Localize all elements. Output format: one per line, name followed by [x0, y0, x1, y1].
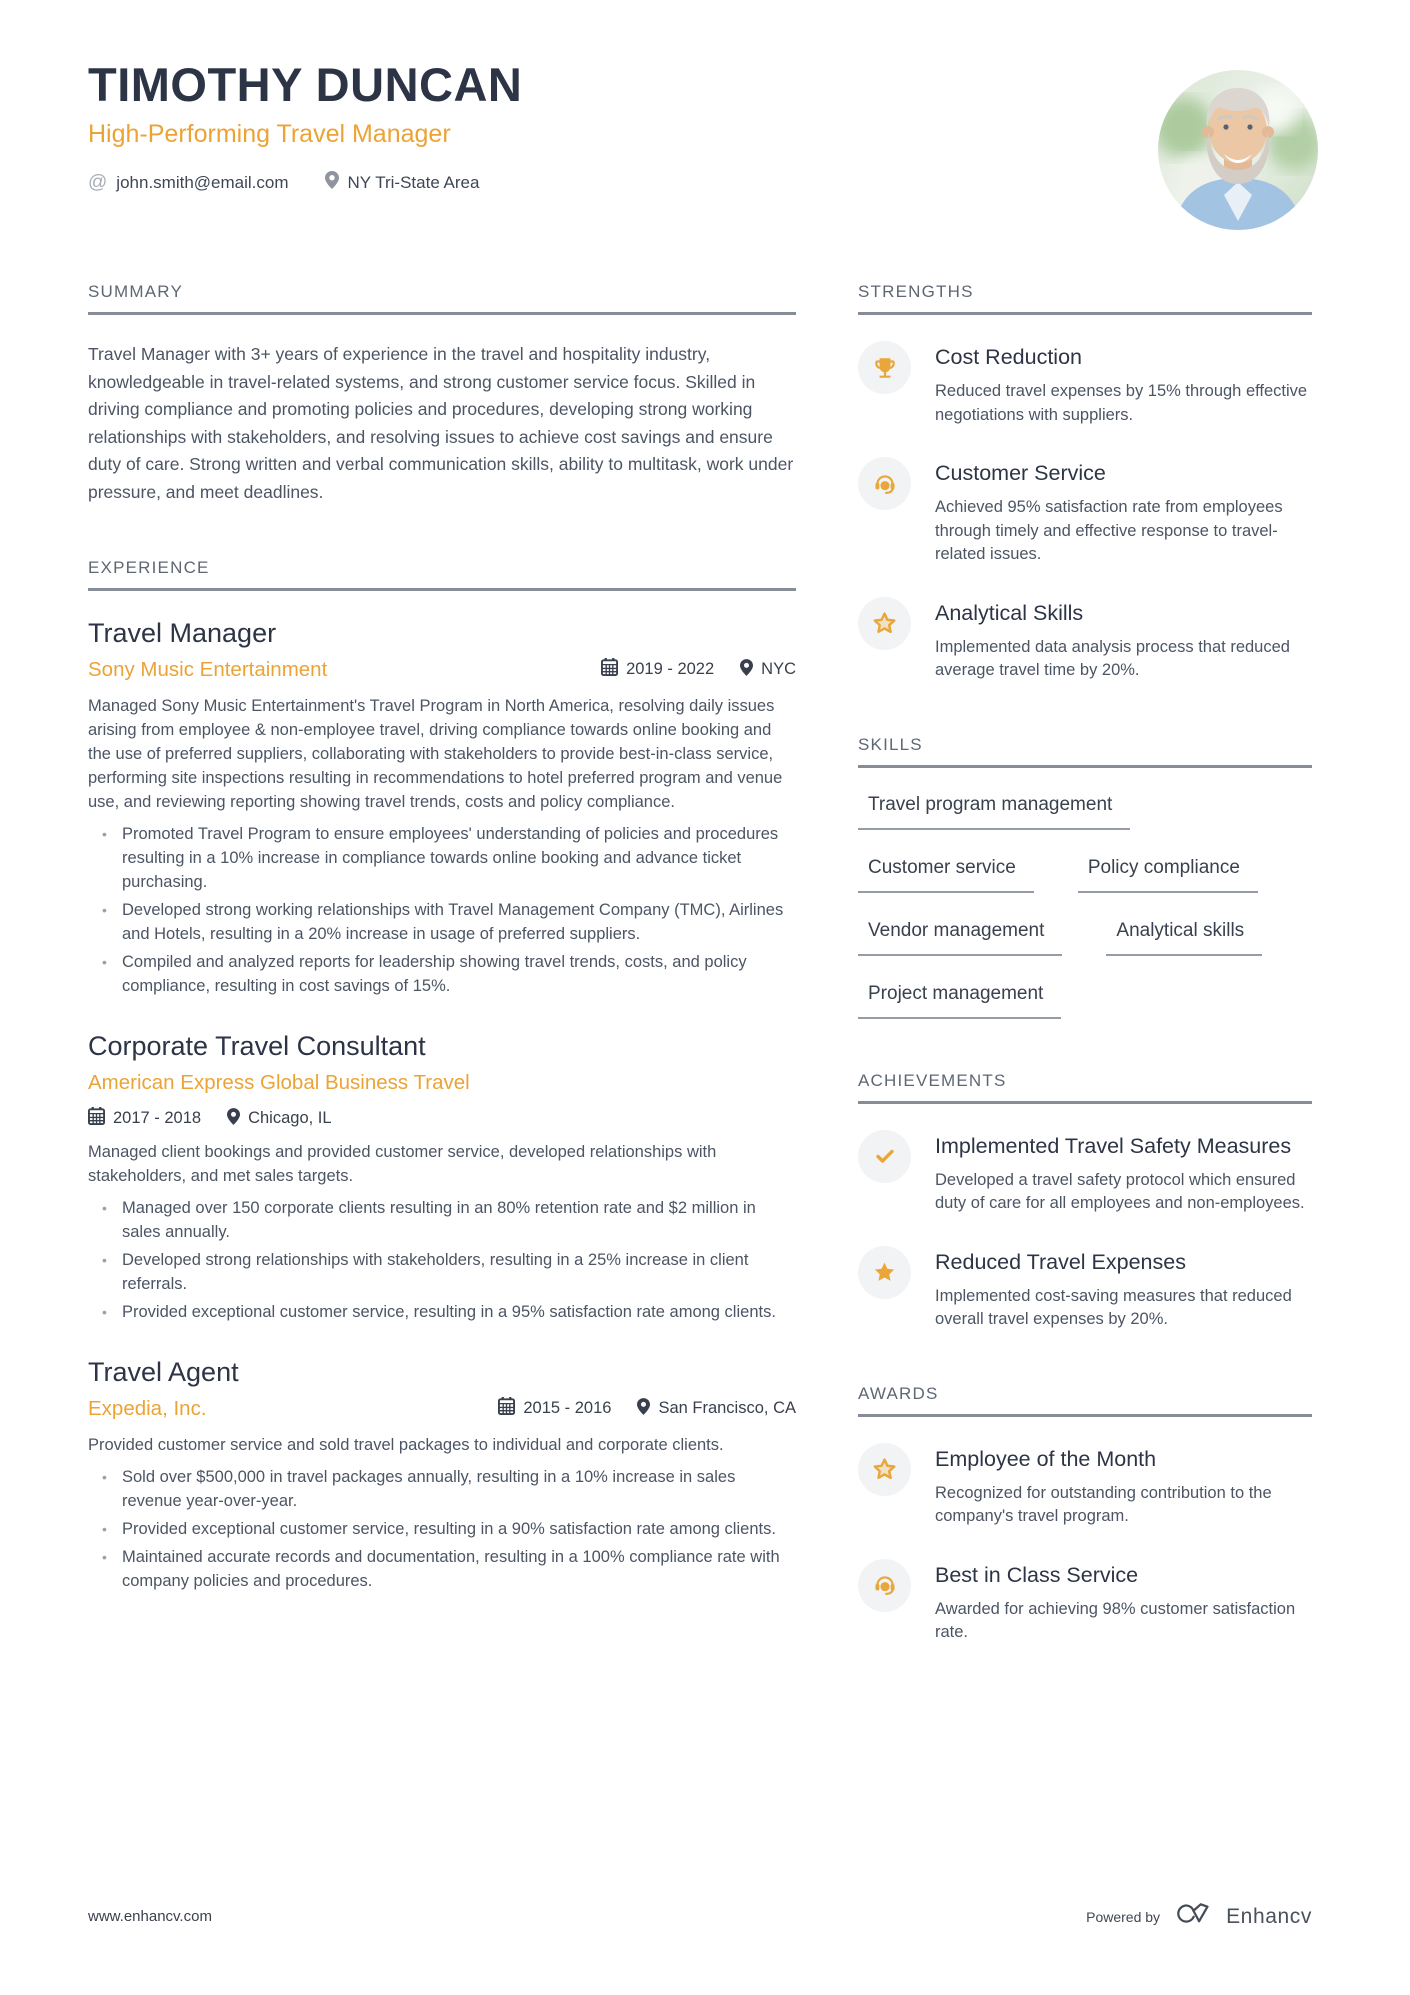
company-name: Expedia, Inc. [88, 1397, 207, 1421]
email-link[interactable] [88, 173, 289, 193]
header [88, 58, 1312, 194]
location-pin-icon [325, 171, 339, 194]
contact-row [88, 171, 1312, 194]
skill-item: Policy compliance [1078, 857, 1258, 893]
strength-title: Cost Reduction [935, 345, 1082, 369]
star-icon [858, 597, 911, 650]
location-pin-icon [227, 1108, 240, 1130]
job-bullets [88, 822, 796, 998]
bullet-dot: • [102, 1549, 107, 1566]
job-entry [88, 1030, 796, 1324]
job-dates [498, 1397, 611, 1420]
strength-item [858, 341, 1312, 427]
bullet-dot: • [102, 902, 107, 919]
company-row [88, 1070, 796, 1097]
company-name: American Express Global Business Travel [88, 1071, 470, 1095]
bullet-dot: • [102, 1521, 107, 1538]
bullet-text: Developed strong relationships with stakeholders, resulting in a 25% increase in client referrals. [122, 1251, 749, 1294]
job-dates-text: 2017 - 2018 [113, 1109, 202, 1128]
achievement-item [858, 1130, 1312, 1216]
bullet-text: Promoted Travel Program to ensure employees' understanding of policies and procedures resulting in a 10% increase in compliance towards online booking and advance ticket purchasing. [122, 825, 779, 892]
footer-site-link[interactable]: www.enhancv.com [88, 1908, 212, 1925]
enhancv-logo-icon [1172, 1900, 1214, 1933]
job-bullets [88, 1196, 796, 1324]
bullet-dot: • [102, 826, 107, 843]
location-text: NY Tri-State Area [347, 172, 480, 192]
skills-heading: SKILLS [858, 735, 1312, 768]
award-text: Recognized for outstanding contribution to the company's travel program. [935, 1483, 1272, 1525]
headset-icon [858, 1559, 911, 1612]
skill-row [858, 983, 1312, 1019]
bullet-text: Sold over $500,000 in travel packages annually, resulting in a 10% increase in sales revenue year-over-year. [122, 1468, 736, 1511]
job-location-text: San Francisco, CA [658, 1399, 796, 1418]
location-pin-icon [637, 1398, 650, 1420]
strength-text: Implemented data analysis process that reduced average travel time by 20%. [935, 637, 1290, 679]
job-location [227, 1108, 331, 1130]
email-icon: @ [88, 172, 108, 193]
bullet-item [88, 1517, 796, 1541]
bullet-dot: • [102, 954, 107, 971]
strengths-heading: STRENGTHS [858, 282, 1312, 315]
skill-item: Analytical skills [1106, 920, 1262, 956]
job-dates [601, 658, 714, 681]
achievement-text: Implemented cost-saving measures that reduced overall travel expenses by 20%. [935, 1286, 1292, 1328]
powered-by-block[interactable] [1086, 1900, 1312, 1933]
job-location [740, 659, 796, 681]
award-item [858, 1559, 1312, 1645]
summary-text: Travel Manager with 3+ years of experience in the travel and hospitality industry, knowledgeable in travel-related systems, and strong customer service focus. Skilled in driving compliance and promoting policies and procedures, developing strong working relationships with stakeholders, and resolving issues to achieve cost savings and ensure duty of care. Strong written and verbal communication skills, ability to multitask, work under pressure, and meet deadlines. [88, 344, 794, 502]
skills-section [858, 735, 1312, 1019]
award-title: Employee of the Month [935, 1446, 1157, 1471]
award-item [858, 1443, 1312, 1529]
strengths-section [858, 282, 1312, 683]
achievement-text: Developed a travel safety protocol which ensured duty of care for all employees and non-employees. [935, 1170, 1305, 1212]
skill-item: Customer service [858, 857, 1034, 893]
strength-text: Reduced travel expenses by 15% through effective negotiations with suppliers. [935, 382, 1308, 424]
left-column [88, 282, 796, 1697]
bullet-text: Compiled and analyzed reports for leadership showing travel trends, costs, and policy compliance, resulting in cost savings of 15%. [122, 953, 747, 996]
bullet-text: Maintained accurate records and documentation, resulting in a 100% compliance rate with company policies and procedures. [122, 1548, 780, 1591]
bullet-item [88, 1300, 796, 1324]
achievement-title: Implemented Travel Safety Measures [935, 1133, 1292, 1158]
awards-heading: AWARDS [858, 1384, 1312, 1417]
footer [88, 1900, 1312, 1933]
job-description: Managed client bookings and provided customer service, developed relationships with stakeholders, and met sales targets. [88, 1143, 717, 1186]
bullet-dot: • [102, 1200, 107, 1217]
company-row [88, 657, 796, 684]
achievement-item [858, 1246, 1312, 1332]
skill-row [858, 920, 1312, 956]
job-title: Travel Agent [88, 1357, 239, 1388]
job-entry [88, 617, 796, 998]
experience-section [88, 558, 796, 1593]
experience-heading: EXPERIENCE [88, 558, 796, 591]
job-title: Travel Manager [88, 618, 277, 648]
bullet-item [88, 1248, 796, 1296]
powered-by-label: Powered by [1086, 1908, 1161, 1925]
check-icon [858, 1130, 911, 1183]
calendar-icon [88, 1107, 105, 1130]
bullet-dot: • [102, 1469, 107, 1486]
job-location [637, 1398, 796, 1420]
achievements-section [858, 1071, 1312, 1332]
strength-title: Customer Service [935, 461, 1106, 485]
skill-row [858, 794, 1312, 830]
star-filled-icon [858, 1246, 911, 1299]
headset-icon [858, 457, 911, 510]
job-dates [88, 1107, 201, 1130]
job-title: Corporate Travel Consultant [88, 1031, 426, 1062]
job-description: Provided customer service and sold travel packages to individual and corporate clients. [88, 1436, 724, 1455]
bullet-text: Provided exceptional customer service, resulting in a 95% satisfaction rate among clients. [122, 1303, 776, 1322]
brand-name: Enhancv [1226, 1904, 1312, 1928]
job-location-text: NYC [761, 660, 796, 679]
bullet-text: Developed strong working relationships with Travel Management Company (TMC), Airlines and Hotels, resulting in a 20% increase in usage of preferred suppliers. [122, 901, 784, 944]
skill-item: Travel program management [858, 794, 1130, 830]
columns [88, 282, 1312, 1697]
star-icon [858, 1443, 911, 1496]
skill-item: Project management [858, 983, 1061, 1019]
bullet-item [88, 898, 796, 946]
strength-title: Analytical Skills [935, 600, 1084, 625]
bullet-item [88, 822, 796, 894]
strength-item [858, 597, 1312, 683]
person-headline: High-Performing Travel Manager [88, 120, 451, 148]
job-dates-text: 2019 - 2022 [626, 660, 715, 679]
skill-item: Vendor management [858, 920, 1062, 956]
bullet-item [88, 1465, 796, 1513]
bullet-text: Managed over 150 corporate clients resulting in an 80% retention rate and $2 million in sales annually. [122, 1199, 756, 1242]
summary-heading: SUMMARY [88, 282, 796, 315]
job-entry [88, 1356, 796, 1593]
trophy-icon [858, 341, 911, 394]
job-description: Managed Sony Music Entertainment's Travel Program in North America, resolving daily issues arising from employee & non-employee travel, driving compliance towards online booking and the use of preferred suppliers, collaborating with stakeholders to provide best-in-class service, performing site inspections resulting in recommendations to hotel preferred program and venue use, and reviewing reporting showing travel trends, costs and policy compliance. [88, 697, 783, 812]
person-name: TIMOTHY DUNCAN [88, 58, 523, 111]
award-text: Awarded for achieving 98% customer satisfaction rate. [935, 1599, 1296, 1641]
avatar [1158, 70, 1318, 230]
company-row [88, 1396, 796, 1423]
email-text: john.smith@email.com [116, 172, 289, 192]
right-column [858, 282, 1312, 1697]
summary-section [88, 282, 796, 506]
calendar-icon [601, 658, 618, 681]
strength-item [858, 457, 1312, 567]
calendar-icon [498, 1397, 515, 1420]
job-meta [601, 658, 796, 681]
bullet-dot: • [102, 1304, 107, 1321]
location-pin-icon [740, 659, 753, 681]
achievement-title: Reduced Travel Expenses [935, 1249, 1186, 1274]
bullet-item [88, 1196, 796, 1244]
achievements-heading: ACHIEVEMENTS [858, 1071, 1312, 1104]
bullet-item [88, 1545, 796, 1593]
bullet-text: Provided exceptional customer service, resulting in a 90% satisfaction rate among clients. [122, 1520, 776, 1539]
job-dates-text: 2015 - 2016 [523, 1399, 612, 1418]
company-name: Sony Music Entertainment [88, 658, 328, 682]
award-title: Best in Class Service [935, 1562, 1139, 1587]
bullet-dot: • [102, 1252, 107, 1269]
job-meta [88, 1107, 796, 1130]
job-location-text: Chicago, IL [248, 1109, 332, 1128]
job-bullets [88, 1465, 796, 1593]
strength-text: Achieved 95% satisfaction rate from employees through timely and effective response to travel-related issues. [935, 498, 1283, 563]
job-meta [498, 1397, 796, 1420]
awards-section [858, 1384, 1312, 1645]
location-item [325, 171, 480, 194]
bullet-item [88, 950, 796, 998]
skill-row [858, 857, 1312, 893]
